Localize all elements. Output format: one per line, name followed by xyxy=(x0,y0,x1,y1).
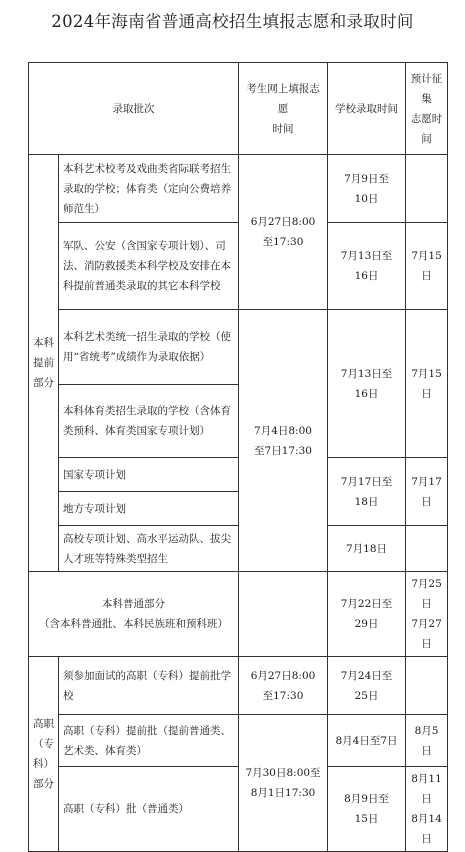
online-fill-time: 7月4日8:00 至7日17:30 xyxy=(239,310,328,572)
table-row xyxy=(29,657,448,715)
admission-time: 7月13日至 16日 xyxy=(328,223,406,310)
solicit-time: 8月5日 xyxy=(406,715,448,767)
admission-schedule-table xyxy=(28,62,448,852)
online-fill-time: 6月27日8:00 至17:30 xyxy=(239,657,328,715)
solicit-time: 7月15日 xyxy=(406,223,448,310)
admission-time: 8月4日至7日 xyxy=(328,715,406,767)
header-admission-time: 学校录取时间 xyxy=(328,63,406,155)
table-row xyxy=(29,155,448,223)
table-row xyxy=(29,572,448,657)
row-batch-name: 军队、公安（含国家专项计划）、司法、消防救援类本科学校及安排在本科提前普通类录取的其它本科学校 xyxy=(59,223,239,310)
admission-time: 7月9日至 10日 xyxy=(328,155,406,223)
admission-time: 7月13日至 16日 xyxy=(328,310,406,458)
solicit-time: 7月25日 7月27日 xyxy=(406,572,448,657)
online-fill-time-empty xyxy=(239,572,328,657)
solicit-time: 8月11日 8月14日 xyxy=(406,767,448,852)
row-batch-name: 本科艺术类统一招生录取的学校（使用“省统考”成绩作为录取依据） xyxy=(59,310,239,385)
online-fill-time: 7月30日8:00至 8月1日17:30 xyxy=(239,715,328,852)
solicit-time-empty xyxy=(406,526,448,572)
row-batch-name: 本科艺术校考及戏曲类省际联考招生录取的学校；体育类（定向公费培养师范生） xyxy=(59,155,239,223)
header-batch: 录取批次 xyxy=(29,63,239,155)
row-batch-name: 国家专项计划 xyxy=(59,458,239,492)
row-batch-name: 须参加面试的高职（专科）提前批学校 xyxy=(59,657,239,715)
table-row xyxy=(29,767,448,852)
row-batch-name: 高职（专科）批（普通类） xyxy=(59,767,239,852)
admission-time: 7月22日至 29日 xyxy=(328,572,406,657)
table-row xyxy=(29,526,448,572)
solicit-time-empty xyxy=(406,155,448,223)
group-label-bk-putong: 本科普通部分 （含本科普通批、本科民族班和预科班） xyxy=(29,572,239,657)
solicit-time: 7月15日 xyxy=(406,310,448,458)
group-label-bk-tiqian: 本科 提前 部分 xyxy=(29,155,59,572)
group-label-gz-tiqian: 高职 （专 科） 部分 xyxy=(29,657,59,852)
table-header-row xyxy=(29,63,448,155)
solicit-time-empty xyxy=(406,657,448,715)
table-row xyxy=(29,458,448,492)
row-batch-name: 高职（专科）提前批（提前普通类、艺术类、体育类） xyxy=(59,715,239,767)
table-row xyxy=(29,715,448,767)
row-batch-name: 高校专项计划、高水平运动队、拔尖人才班等特殊类型招生 xyxy=(59,526,239,572)
table-row xyxy=(29,310,448,385)
admission-time: 8月9日至 15日 xyxy=(328,767,406,852)
row-batch-name: 地方专项计划 xyxy=(59,492,239,526)
solicit-time: 7月17日 xyxy=(406,458,448,526)
admission-time: 7月24日至 25日 xyxy=(328,657,406,715)
admission-time: 7月17日至 18日 xyxy=(328,458,406,526)
header-online-fill-time: 考生网上填报志愿 时间 xyxy=(239,63,328,155)
admission-time: 7月18日 xyxy=(328,526,406,572)
header-solicit-time: 预计征集 志愿时间 xyxy=(406,63,448,155)
online-fill-time: 6月27日8:00 至17:30 xyxy=(239,155,328,310)
table-row xyxy=(29,223,448,310)
row-batch-name: 本科体育类招生录取的学校（含体育类预科、体育类国家专项计划） xyxy=(59,385,239,458)
page-title: 2024年海南省普通高校招生填报志愿和录取时间 xyxy=(51,12,414,31)
